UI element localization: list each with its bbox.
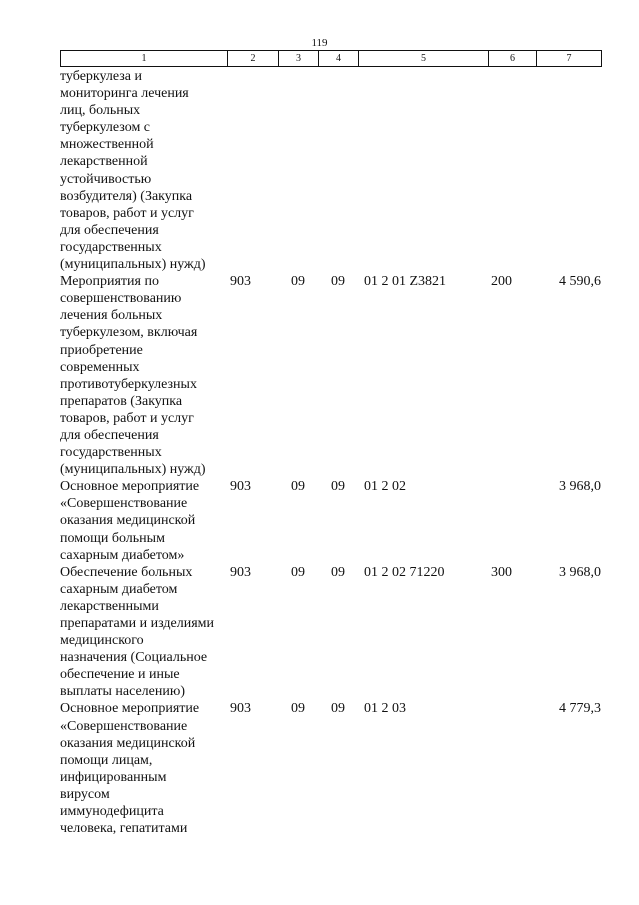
table-row: [60, 68, 601, 273]
table-row: [60, 564, 601, 701]
page-number: 119: [311, 37, 328, 49]
item-name-line: (муниципальных) нужд): [60, 462, 206, 478]
amount-cell: 3 968,0: [559, 479, 601, 495]
item-name-line: государственных: [60, 239, 162, 255]
expense-type-cell: 200: [491, 274, 512, 290]
target-article-cell: 01 2 02 71220: [364, 564, 445, 580]
column-number-6: 6: [489, 51, 537, 67]
amount-cell: 4 779,3: [559, 701, 601, 717]
item-name-line: совершенствованию: [60, 291, 182, 307]
amount-cell: 3 968,0: [559, 564, 601, 580]
item-name-line: помощи лицам,: [60, 752, 153, 768]
item-name-cell: [60, 700, 227, 837]
item-name-line: сахарным диабетом: [60, 581, 178, 597]
column-number-1: 1: [61, 51, 228, 67]
budget-table: [60, 68, 601, 837]
ministry-code-cell: [227, 68, 278, 273]
item-name-line: медицинского: [60, 633, 144, 649]
expense-type-cell: [488, 478, 536, 563]
item-name-line: (муниципальных) нужд): [60, 257, 206, 273]
table-row: [60, 273, 601, 478]
item-name-line: для обеспечения: [60, 427, 159, 443]
item-name-line: «Совершенствование: [60, 496, 188, 512]
section-code-cell: [278, 68, 318, 273]
item-name-line: вирусом: [60, 786, 110, 802]
amount-cell: [536, 68, 601, 273]
item-name-line: лекарственными: [60, 598, 159, 614]
amount-cell: 4 590,6: [559, 274, 601, 290]
item-name-line: оказания медицинской: [60, 513, 196, 529]
item-name-line: множественной: [60, 137, 154, 153]
item-name-cell: [60, 478, 227, 563]
item-name-line: препаратами и изделиями: [60, 616, 214, 631]
item-name-line: лечения больных: [60, 308, 163, 324]
item-name-line: обеспечение и иные: [60, 667, 180, 683]
item-name-line: туберкулеза и: [60, 69, 142, 84]
subsection-code-cell: [318, 68, 358, 273]
item-name-line: мониторинга лечения: [60, 86, 189, 102]
item-name-line: противотуберкулезных: [60, 376, 197, 392]
item-name-line: для обеспечения: [60, 222, 159, 238]
item-name-line: товаров, работ и услуг: [60, 410, 194, 426]
item-name-line: устойчивостью: [60, 171, 152, 187]
item-name-line: туберкулезом, включая: [60, 325, 198, 341]
section-code-cell: 09: [291, 701, 305, 717]
item-name-cell: [60, 273, 227, 478]
target-article-cell: 01 2 02: [364, 479, 406, 495]
target-article-cell: 01 2 03: [364, 701, 406, 717]
expense-type-cell: 300: [491, 564, 512, 580]
item-name-line: товаров, работ и услуг: [60, 205, 194, 221]
subsection-code-cell: 09: [331, 564, 345, 580]
column-number-5: 5: [359, 51, 489, 67]
item-name-line: инфицированным: [60, 769, 167, 785]
item-name-line: Основное мероприятие: [60, 479, 200, 495]
item-name-line: приобретение: [60, 342, 143, 358]
item-name-line: Обеспечение больных: [60, 564, 193, 580]
item-name-line: человека, гепатитами: [60, 821, 188, 837]
section-code-cell: 09: [291, 564, 305, 580]
subsection-code-cell: 09: [331, 701, 345, 717]
item-name-line: туберкулезом с: [60, 120, 151, 136]
item-name-line: назначения (Социальное: [60, 650, 208, 666]
column-number-header: [60, 50, 602, 67]
column-number-7: 7: [537, 51, 602, 67]
item-name-line: Мероприятия по: [60, 274, 159, 290]
item-name-line: препаратов (Закупка: [60, 393, 183, 409]
item-name-line: помощи больным: [60, 530, 165, 546]
ministry-code-cell: 903: [230, 701, 251, 717]
section-code-cell: 09: [291, 479, 305, 495]
column-number-2: 2: [228, 51, 279, 67]
item-name-cell: [60, 68, 227, 273]
ministry-code-cell: 903: [230, 564, 251, 580]
expense-type-cell: [488, 68, 536, 273]
column-number-row: [61, 51, 602, 67]
target-article-cell: 01 2 01 Z3821: [364, 274, 447, 290]
ministry-code-cell: 903: [230, 274, 251, 290]
item-name-line: иммунодефицита: [60, 804, 164, 820]
item-name-cell: [60, 564, 227, 701]
item-name-line: государственных: [60, 445, 162, 461]
item-name-line: Основное мероприятие: [60, 701, 200, 717]
section-code-cell: 09: [291, 274, 305, 290]
target-article-cell: [358, 68, 488, 273]
subsection-code-cell: 09: [331, 274, 345, 290]
item-name-line: современных: [60, 359, 140, 375]
item-name-line: лекарственной: [60, 154, 148, 170]
item-name-line: лиц, больных: [60, 103, 141, 119]
table-row: [60, 700, 601, 837]
item-name-line: выплаты населению): [60, 684, 185, 700]
item-name-line: «Совершенствование: [60, 718, 188, 734]
expense-type-cell: [488, 700, 536, 837]
column-number-3: 3: [279, 51, 319, 67]
ministry-code-cell: 903: [230, 479, 251, 495]
subsection-code-cell: 09: [331, 479, 345, 495]
item-name-line: сахарным диабетом»: [60, 547, 185, 563]
column-number-4: 4: [319, 51, 359, 67]
table-row: [60, 478, 601, 563]
item-name-line: возбудителя) (Закупка: [60, 188, 193, 204]
item-name-line: оказания медицинской: [60, 735, 196, 751]
